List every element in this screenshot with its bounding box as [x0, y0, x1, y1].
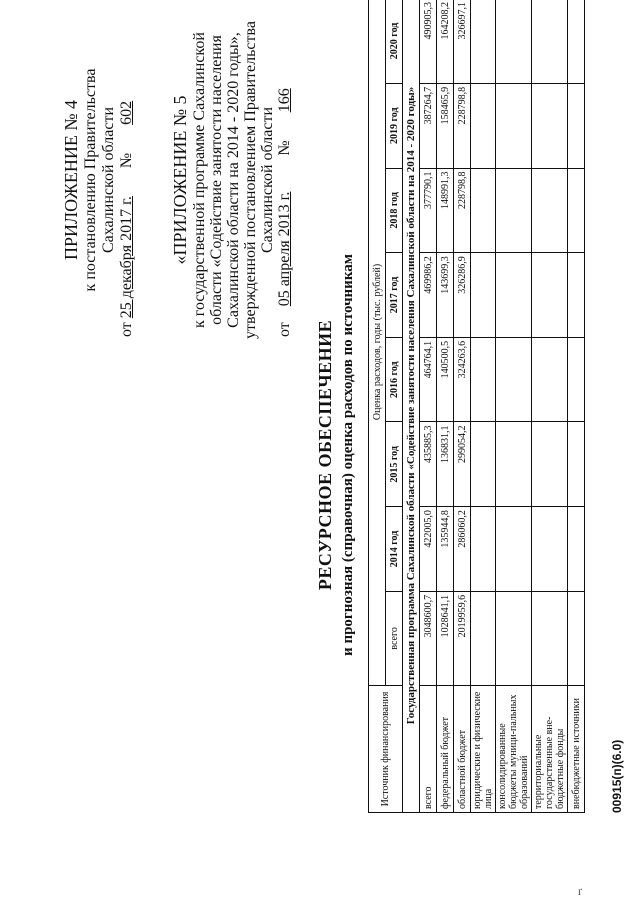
row-label: юридические и физические лица	[471, 686, 496, 813]
table-cell: 377790,1	[420, 168, 437, 253]
table-cell	[532, 253, 568, 338]
heading-subtitle: и прогнозная (справочная) оценка расходов по источникам	[340, 254, 356, 656]
original-number-prefix: №	[276, 140, 293, 156]
col-header: 2015 год	[386, 422, 403, 507]
table-cell	[471, 83, 496, 168]
table-cell	[532, 83, 568, 168]
table-cell	[496, 168, 532, 253]
table-cell: 435885,3	[420, 422, 437, 507]
heading-title: РЕСУРСНОЕ ОБЕСПЕЧЕНИЕ	[315, 319, 335, 591]
table-row	[471, 0, 496, 813]
number-prefix: №	[118, 152, 135, 169]
table-cell	[471, 591, 496, 685]
col-header: всего	[386, 591, 403, 685]
source-header: Источник финансирования	[369, 686, 403, 813]
appendix-block	[62, 15, 136, 345]
table-cell	[496, 507, 532, 592]
row-label: внебюджетные источники	[568, 686, 585, 813]
table-cell	[496, 0, 532, 83]
original-line-2: области «Содействие занятости населения	[208, 35, 225, 325]
table-row	[532, 0, 568, 813]
table-cell	[532, 507, 568, 592]
table-cell: 464764,1	[420, 337, 437, 422]
table-cell: 164208,2	[437, 0, 454, 83]
table-cell: 326697,1	[454, 0, 471, 83]
table-cell	[532, 337, 568, 422]
table-cell: 387264,7	[420, 83, 437, 168]
row-label: областной бюджет	[454, 686, 471, 813]
col-header: 2014 год	[386, 507, 403, 592]
original-line-1: к государственной программе Сахалинской	[191, 32, 208, 328]
table-row	[568, 0, 585, 813]
table-cell: 228798,8	[454, 168, 471, 253]
table-cell	[496, 422, 532, 507]
table-row	[420, 0, 437, 813]
table-cell: 286060,2	[454, 507, 471, 592]
table-cell: 143699,3	[437, 253, 454, 338]
col-header: 2020 год	[386, 0, 403, 83]
row-label: консолидированные бюджеты муници-пальных образований	[496, 686, 532, 813]
original-appendix-block	[172, 15, 293, 345]
table-cell: 148991,3	[437, 168, 454, 253]
table-cell: 326286,9	[454, 253, 471, 338]
table-cell	[568, 422, 585, 507]
appendix-date-line	[118, 15, 136, 345]
table-cell	[532, 168, 568, 253]
original-appendix-title: «ПРИЛОЖЕНИЕ № 5	[170, 95, 190, 265]
table-cell: 490905,3	[420, 0, 437, 83]
table-cell	[471, 422, 496, 507]
table-cell: 2019959,6	[454, 591, 471, 685]
appendix-line-2: Сахалинской области	[100, 106, 117, 254]
original-line-4: утвержденной постановлением Правительства	[242, 21, 259, 339]
original-date-line	[276, 15, 293, 345]
table-cell	[568, 168, 585, 253]
table-cell	[496, 337, 532, 422]
row-label: всего	[420, 686, 437, 813]
appendix-date: 25 декабря 2017 г.	[118, 196, 135, 319]
table-cell	[568, 253, 585, 338]
table-row	[454, 0, 471, 813]
appendix-number: 602	[118, 100, 135, 125]
table-cell: 299054,2	[454, 422, 471, 507]
corner-mark: ґ	[577, 884, 582, 898]
col-header: 2019 год	[386, 83, 403, 168]
original-date-prefix: от	[276, 322, 293, 337]
col-header: 2017 год	[386, 253, 403, 338]
table-cell	[471, 253, 496, 338]
col-header: 2016 год	[386, 337, 403, 422]
original-date: 05 апреля 2013 г.	[276, 191, 293, 307]
table-cell	[568, 83, 585, 168]
table-cell: 1028641,1	[437, 591, 454, 685]
table-cell	[568, 0, 585, 83]
resource-table	[368, 0, 585, 813]
table-row	[496, 0, 532, 813]
table-cell: 422005,0	[420, 507, 437, 592]
footer-code: 00915(п)(6.0)	[610, 739, 624, 813]
row-label: федеральный бюджет	[437, 686, 454, 813]
table-cell: 140500,5	[437, 337, 454, 422]
table-cell	[496, 253, 532, 338]
document-heading	[315, 175, 357, 735]
table-cell	[532, 422, 568, 507]
row-label: территориальные государственные вне-бюджетные фонды	[532, 686, 568, 813]
table-cell	[471, 337, 496, 422]
table-cell: 135944,8	[437, 507, 454, 592]
table-cell: 228798,8	[454, 83, 471, 168]
table-cell	[496, 83, 532, 168]
table-cell: 158465,9	[437, 83, 454, 168]
table-cell: 136831,1	[437, 422, 454, 507]
table-cell	[471, 507, 496, 592]
table-cell: 469986,2	[420, 253, 437, 338]
appendix-line-1: к постановлению Правительства	[82, 68, 99, 292]
col-header: 2018 год	[386, 168, 403, 253]
original-line-5: Сахалинской области	[259, 106, 276, 254]
table-cell	[532, 591, 568, 685]
table-cell	[471, 168, 496, 253]
estimate-header: Оценка расходов, годы (тыс. рублей)	[369, 0, 386, 686]
appendix-title: ПРИЛОЖЕНИЕ № 4	[61, 99, 81, 261]
table-cell	[496, 591, 532, 685]
table-cell: 324263,6	[454, 337, 471, 422]
table-cell	[568, 507, 585, 592]
table-cell: 3048600,7	[420, 591, 437, 685]
table-cell	[532, 0, 568, 83]
table-row	[437, 0, 454, 813]
table-cell	[568, 591, 585, 685]
original-line-3: Сахалинской области на 2014 - 2020 годы»,	[225, 32, 242, 328]
date-prefix: от	[118, 322, 135, 337]
table-cell	[568, 337, 585, 422]
program-row: Государственная программа Сахалинской области «Содействие занятости населения Сахалинской области на 2014 - 2020 годы»	[403, 0, 420, 813]
table-cell	[471, 0, 496, 83]
original-number: 166	[276, 88, 293, 113]
